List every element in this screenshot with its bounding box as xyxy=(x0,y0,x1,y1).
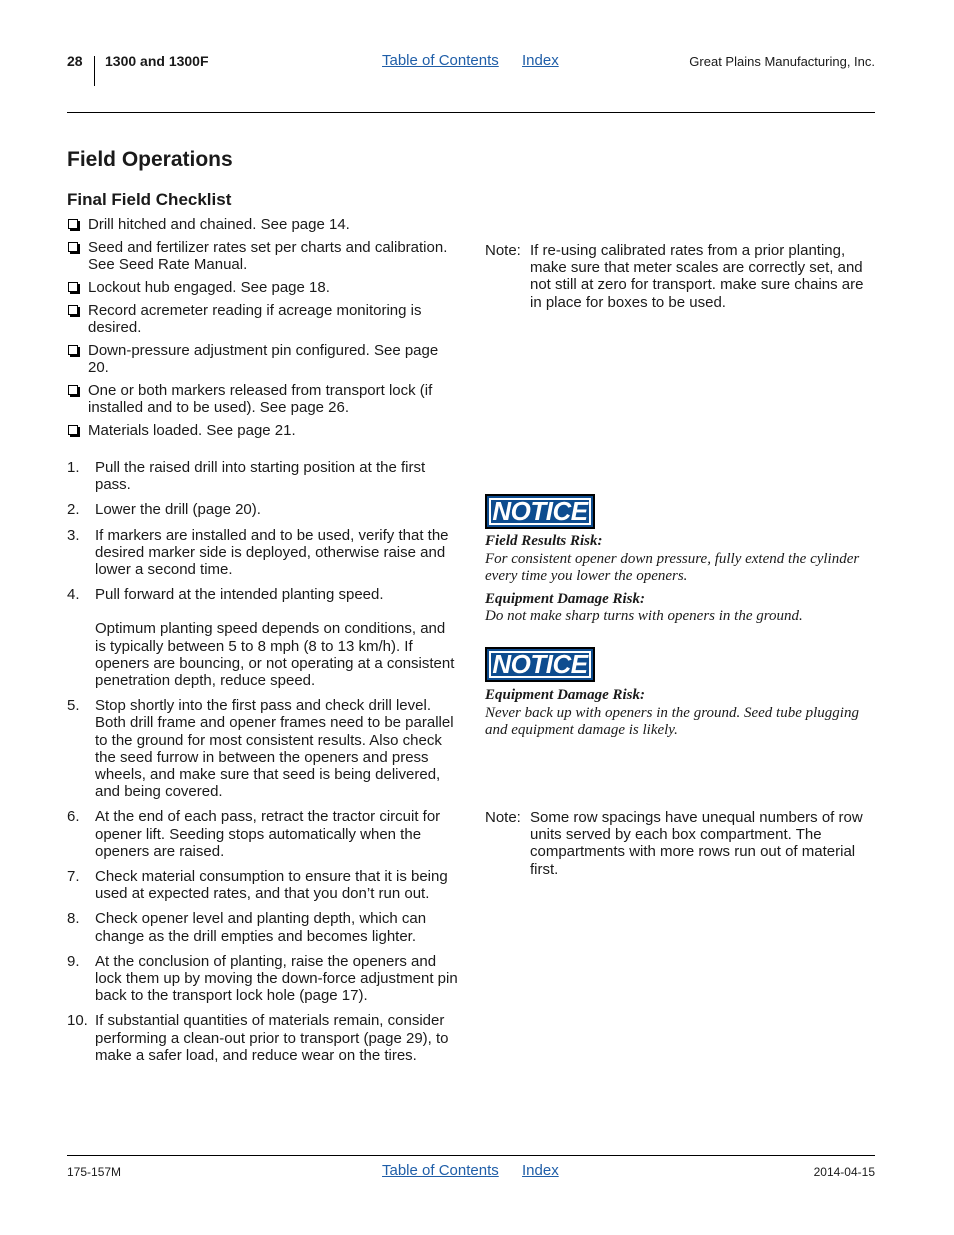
checkbox-icon xyxy=(68,305,78,315)
footer-toc-link[interactable]: Table of Contents xyxy=(382,1162,499,1179)
note-text: Some row spacings have unequal numbers of row units served by each box compartment. The compartments with more rows run out of material first. xyxy=(530,809,863,878)
page-number: 28 xyxy=(67,53,83,69)
risk-text: Never back up with openers in the ground. Seed tube plugging and equipment damage is likely. xyxy=(485,704,859,738)
notice-badge-label: NOTICE xyxy=(489,498,591,525)
notice-body xyxy=(485,687,877,745)
section-title: Field Operations xyxy=(67,148,233,171)
step-item: 3. If markers are installed and to be used, verify that the desired marker side is deployed, otherwise raise and lower a second time. xyxy=(67,526,449,579)
step-item: 4. Pull forward at the intended planting speed. Optimum planting speed depends on conditions, and is typically between 5 to 8 mph (8 to 13 km/h). If openers are bouncing, or not operating at a consistent penetration depth, reduce speed. xyxy=(67,586,459,689)
subsection-title: Final Field Checklist xyxy=(67,190,232,209)
notice-badge xyxy=(485,494,595,529)
checkbox-icon xyxy=(68,345,78,355)
step-item: 10. If substantial quantities of materials remain, consider performing a clean-out prior to transport (page 29), to make a safer load, and reduce wear on the tires. xyxy=(67,1012,449,1064)
checklist-item: Seed and fertilizer rates set per charts and calibration. See Seed Rate Manual. xyxy=(67,239,457,273)
checklist-item: Materials loaded. See page 21. xyxy=(67,422,457,439)
risk-title: Field Results Risk: xyxy=(485,533,603,549)
step-item: 6. At the end of each pass, retract the tractor circuit for opener lift. Seeding stops automatically when the openers are raised. xyxy=(67,808,441,860)
checkbox-icon xyxy=(68,219,78,229)
checklist-item: Drill hitched and chained. See page 14. xyxy=(67,216,457,233)
checkbox-icon xyxy=(68,385,78,395)
checklist-item: Lockout hub engaged. See page 18. xyxy=(67,279,457,296)
header-toc-link[interactable]: Table of Contents xyxy=(382,52,499,69)
note-row-spacings xyxy=(485,809,877,878)
footer-rule xyxy=(67,1155,875,1156)
risk-text: Do not make sharp turns with openers in the ground. xyxy=(485,608,803,624)
operation-steps xyxy=(67,459,459,1072)
header-rule xyxy=(67,112,875,113)
note-calibrated-rates xyxy=(485,242,877,311)
step-item: 7. Check material consumption to ensure that it is being used at expected rates, and that you don’t run out. xyxy=(67,868,448,903)
note-label: Note: xyxy=(485,809,521,826)
model-title: 1300 and 1300F xyxy=(105,53,209,69)
checklist-item: Down-pressure adjustment pin configured. See page 20. xyxy=(67,342,457,376)
footer-index-link[interactable]: Index xyxy=(522,1162,559,1179)
risk-title: Equipment Damage Risk: xyxy=(485,687,646,703)
header-divider xyxy=(94,56,95,86)
company-name: Great Plains Manufacturing, Inc. xyxy=(689,54,875,69)
risk-text: For consistent opener down pressure, fully extend the cylinder every time you lower the openers. xyxy=(485,550,860,584)
risk-title: Equipment Damage Risk: xyxy=(485,590,646,607)
note-text: If re-using calibrated rates from a prior planting, make sure that meter scales are correctly set, and not still at zero for transport. make sure chains are in place for boxes to be used. xyxy=(530,242,864,311)
note-label: Note: xyxy=(485,242,521,259)
checkbox-icon xyxy=(68,282,78,292)
step-item: 9. At the conclusion of planting, raise the openers and lock them up by moving the down-force adjustment pin back to the transport lock hole (page 17). xyxy=(67,952,458,1005)
step-detail: Optimum planting speed depends on conditions, and is typically between 5 to 8 mph (8 to 13 km/h). If openers are bouncing, or not operating at a consistent penetration depth, reduce speed. xyxy=(95,620,455,690)
step-item: 8. Check opener level and planting depth, which can change as the drill empties and becomes lighter. xyxy=(67,910,427,945)
checkbox-icon xyxy=(68,425,78,435)
notice-body xyxy=(485,533,877,631)
step-item: 5. Stop shortly into the first pass and check drill level. Both drill frame and opener frames need to be parallel to the ground for most consistent results. Also check the seed furrow in between the openers and press wheels, and make sure that seed is being delivered, and being covered. xyxy=(67,697,454,801)
document-number: 175-157M xyxy=(67,1165,122,1179)
header-index-link[interactable]: Index xyxy=(522,52,559,69)
checklist-item: Record acremeter reading if acreage monitoring is desired. xyxy=(67,302,457,336)
checklist-item: One or both markers released from transport lock (if installed and to be used). See page 26. xyxy=(67,382,457,416)
step-item: 1. Pull the raised drill into starting position at the first pass. xyxy=(67,459,426,494)
checkbox-icon xyxy=(68,242,78,252)
document-date: 2014-04-15 xyxy=(813,1165,875,1179)
step-item: 2. Lower the drill (page 20). xyxy=(67,501,261,519)
notice-badge-label: NOTICE xyxy=(489,651,591,678)
notice-badge xyxy=(485,647,595,682)
final-field-checklist xyxy=(67,216,457,445)
